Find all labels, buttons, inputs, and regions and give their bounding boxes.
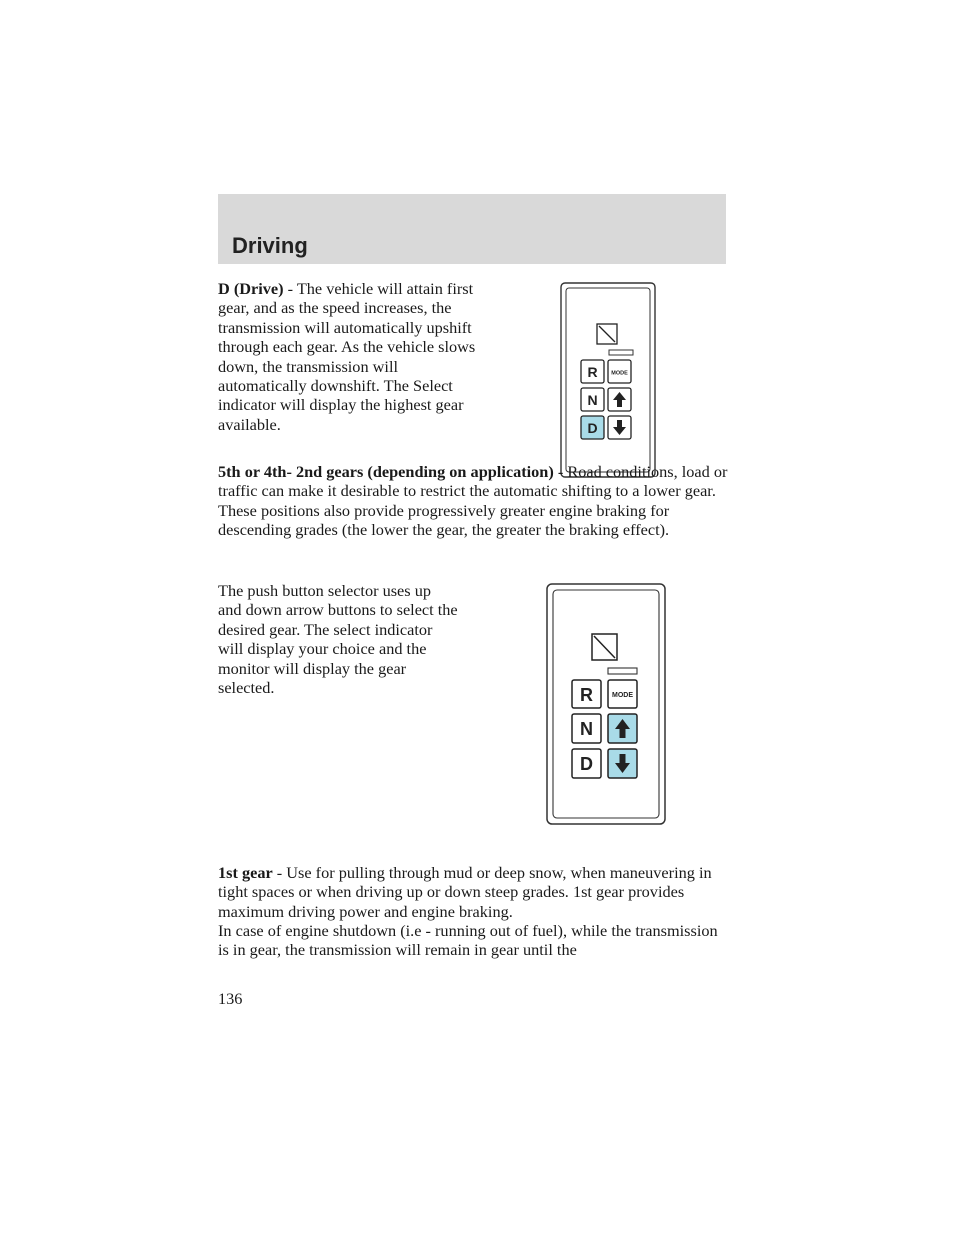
paragraph-gears — [218, 462, 730, 540]
mode-button-label: MODE — [612, 692, 633, 699]
shift-selector-figure-arrows — [546, 583, 666, 825]
reverse-button-label: R — [580, 685, 593, 705]
page-number: 136 — [218, 989, 243, 1008]
paragraph-first-gear — [218, 863, 730, 921]
drive-button-label: D — [580, 754, 593, 774]
up-arrow-button[interactable] — [608, 714, 637, 743]
section-header-band — [218, 194, 726, 264]
paragraph-lead: 1st gear — [218, 863, 273, 882]
neutral-button[interactable] — [581, 388, 604, 411]
paragraph-lead: D (Drive) — [218, 279, 284, 298]
paragraph-push-button: The push button selector uses up and down arrow buttons to select the desired gear. The select indicator will display your choice and the monitor will display the gear selected. — [218, 581, 458, 698]
neutral-button-label: N — [587, 392, 598, 408]
mode-button[interactable] — [608, 680, 637, 708]
drive-button[interactable] — [572, 749, 601, 778]
neutral-button-label: N — [580, 719, 593, 739]
down-arrow-button[interactable] — [608, 749, 637, 778]
mode-button-label: MODE — [611, 370, 628, 377]
indicator-display-icon — [597, 324, 617, 344]
indicator-display-icon — [592, 634, 617, 660]
drive-button[interactable] — [581, 416, 604, 439]
neutral-button[interactable] — [572, 714, 601, 743]
reverse-button-label: R — [587, 364, 598, 380]
paragraph-body: - Road conditions, load or traffic can make it desirable to restrict the automatic shifting to a lower gear. These positions also provide progressively greater engine braking for descending grades (the lower the gear, the greater the braking effect). — [218, 462, 728, 540]
paragraph-engine-shutdown: In case of engine shutdown (i.e - running out of fuel), while the transmission is in gear, the transmission will remain in gear until the — [218, 921, 718, 960]
drive-button-label: D — [587, 420, 598, 436]
up-arrow-button[interactable] — [608, 388, 631, 411]
paragraph-body: - Use for pulling through mud or deep snow, when maneuvering in tight spaces or when driving up or down steep grades. 1st gear provides maximum driving power and engine braking. — [218, 863, 712, 921]
reverse-button[interactable] — [581, 360, 604, 383]
mode-button[interactable] — [608, 360, 631, 383]
select-indicator-bar — [609, 350, 633, 355]
paragraph-drive — [218, 279, 478, 434]
paragraph-body: - The vehicle will attain first gear, and as the speed increases, the transmission will automatically upshift through each gear. As the vehicle slows down, the transmission will automatically downshift. The Select indicator will display the highest gear available. — [218, 279, 476, 434]
select-indicator-bar — [608, 668, 637, 674]
paragraph-lead: 5th or 4th- 2nd gears (depending on application) — [218, 462, 554, 481]
section-title: Driving — [232, 233, 308, 258]
shift-selector-figure-drive — [560, 282, 656, 478]
down-arrow-button[interactable] — [608, 416, 631, 439]
reverse-button[interactable] — [572, 680, 601, 708]
